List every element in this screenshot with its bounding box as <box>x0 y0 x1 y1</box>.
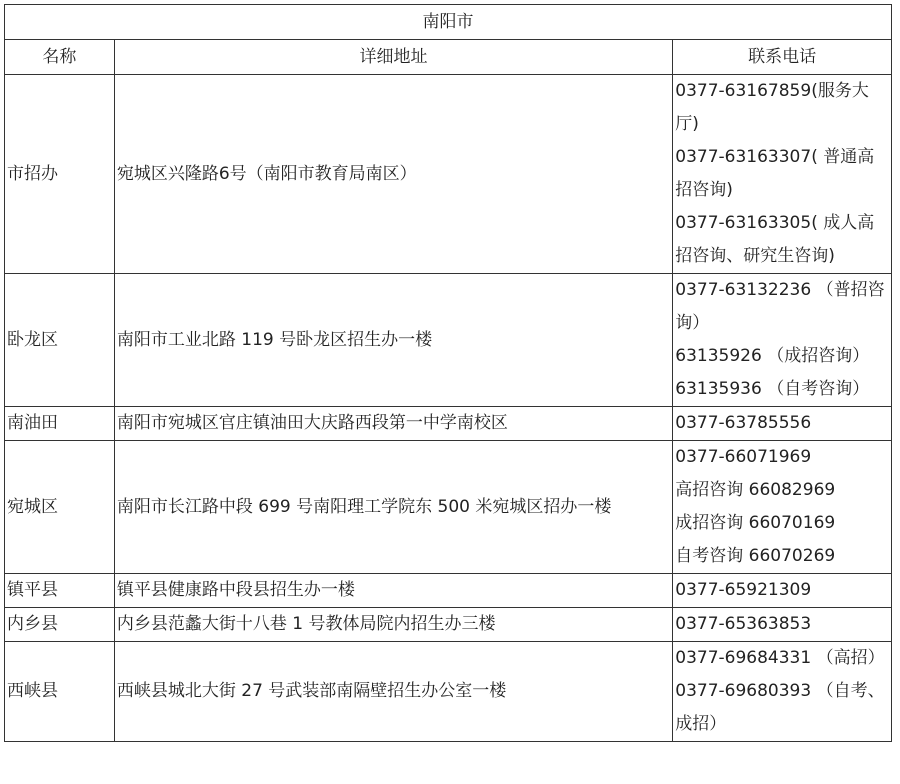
phone-number: 自考咨询 66070269 <box>675 546 836 566</box>
office-address: 内乡县范蠡大街十八巷 1 号教体局院内招生办三楼 <box>114 608 672 642</box>
phone-number: 0377-69684331 （高招） <box>675 648 885 668</box>
office-name: 市招办 <box>5 75 115 274</box>
phone-number: 0377-63132236 （普招咨询） <box>675 280 885 333</box>
phone-number: 63135926 （成招咨询） <box>675 346 870 366</box>
phone-number: 0377-63785556 <box>675 413 812 433</box>
table-title: 南阳市 <box>5 5 892 40</box>
office-phones <box>673 274 892 407</box>
table-row <box>5 75 892 274</box>
table-row <box>5 574 892 608</box>
office-name: 宛城区 <box>5 441 115 574</box>
header-address: 详细地址 <box>114 40 672 75</box>
office-address: 镇平县健康路中段县招生办一楼 <box>114 574 672 608</box>
phone-number: 0377-63163305( 成人高招咨询、研究生咨询) <box>675 213 875 266</box>
contacts-table <box>4 4 892 742</box>
office-address: 宛城区兴隆路6号（南阳市教育局南区） <box>114 75 672 274</box>
table-row <box>5 608 892 642</box>
table-row <box>5 642 892 742</box>
office-address: 南阳市宛城区官庄镇油田大庆路西段第一中学南校区 <box>114 407 672 441</box>
phone-number: 0377-65363853 <box>675 614 812 634</box>
office-phones <box>673 441 892 574</box>
phone-number: 高招咨询 66082969 <box>675 480 836 500</box>
office-address: 南阳市工业北路 119 号卧龙区招生办一楼 <box>114 274 672 407</box>
office-phones <box>673 75 892 274</box>
office-address: 西峡县城北大街 27 号武装部南隔壁招生办公室一楼 <box>114 642 672 742</box>
phone-number: 0377-66071969 <box>675 447 812 467</box>
phone-number: 0377-65921309 <box>675 580 812 600</box>
table-row <box>5 274 892 407</box>
office-name: 镇平县 <box>5 574 115 608</box>
header-name: 名称 <box>5 40 115 75</box>
office-phones <box>673 407 892 441</box>
office-phones <box>673 642 892 742</box>
phone-number: 63135936 （自考咨询） <box>675 379 870 399</box>
header-phone: 联系电话 <box>673 40 892 75</box>
table-row <box>5 441 892 574</box>
title-row <box>5 5 892 40</box>
phone-number: 0377-63163307( 普通高招咨询) <box>675 147 875 200</box>
office-phones <box>673 574 892 608</box>
office-phones <box>673 608 892 642</box>
phone-number: 0377-63167859(服务大厅) <box>675 81 869 134</box>
office-name: 卧龙区 <box>5 274 115 407</box>
office-name: 南油田 <box>5 407 115 441</box>
office-address: 南阳市长江路中段 699 号南阳理工学院东 500 米宛城区招办一楼 <box>114 441 672 574</box>
office-name: 西峡县 <box>5 642 115 742</box>
phone-number: 成招咨询 66070169 <box>675 513 836 533</box>
phone-number: 0377-69680393 （自考、成招） <box>675 681 885 734</box>
table-row <box>5 407 892 441</box>
header-row <box>5 40 892 75</box>
office-name: 内乡县 <box>5 608 115 642</box>
